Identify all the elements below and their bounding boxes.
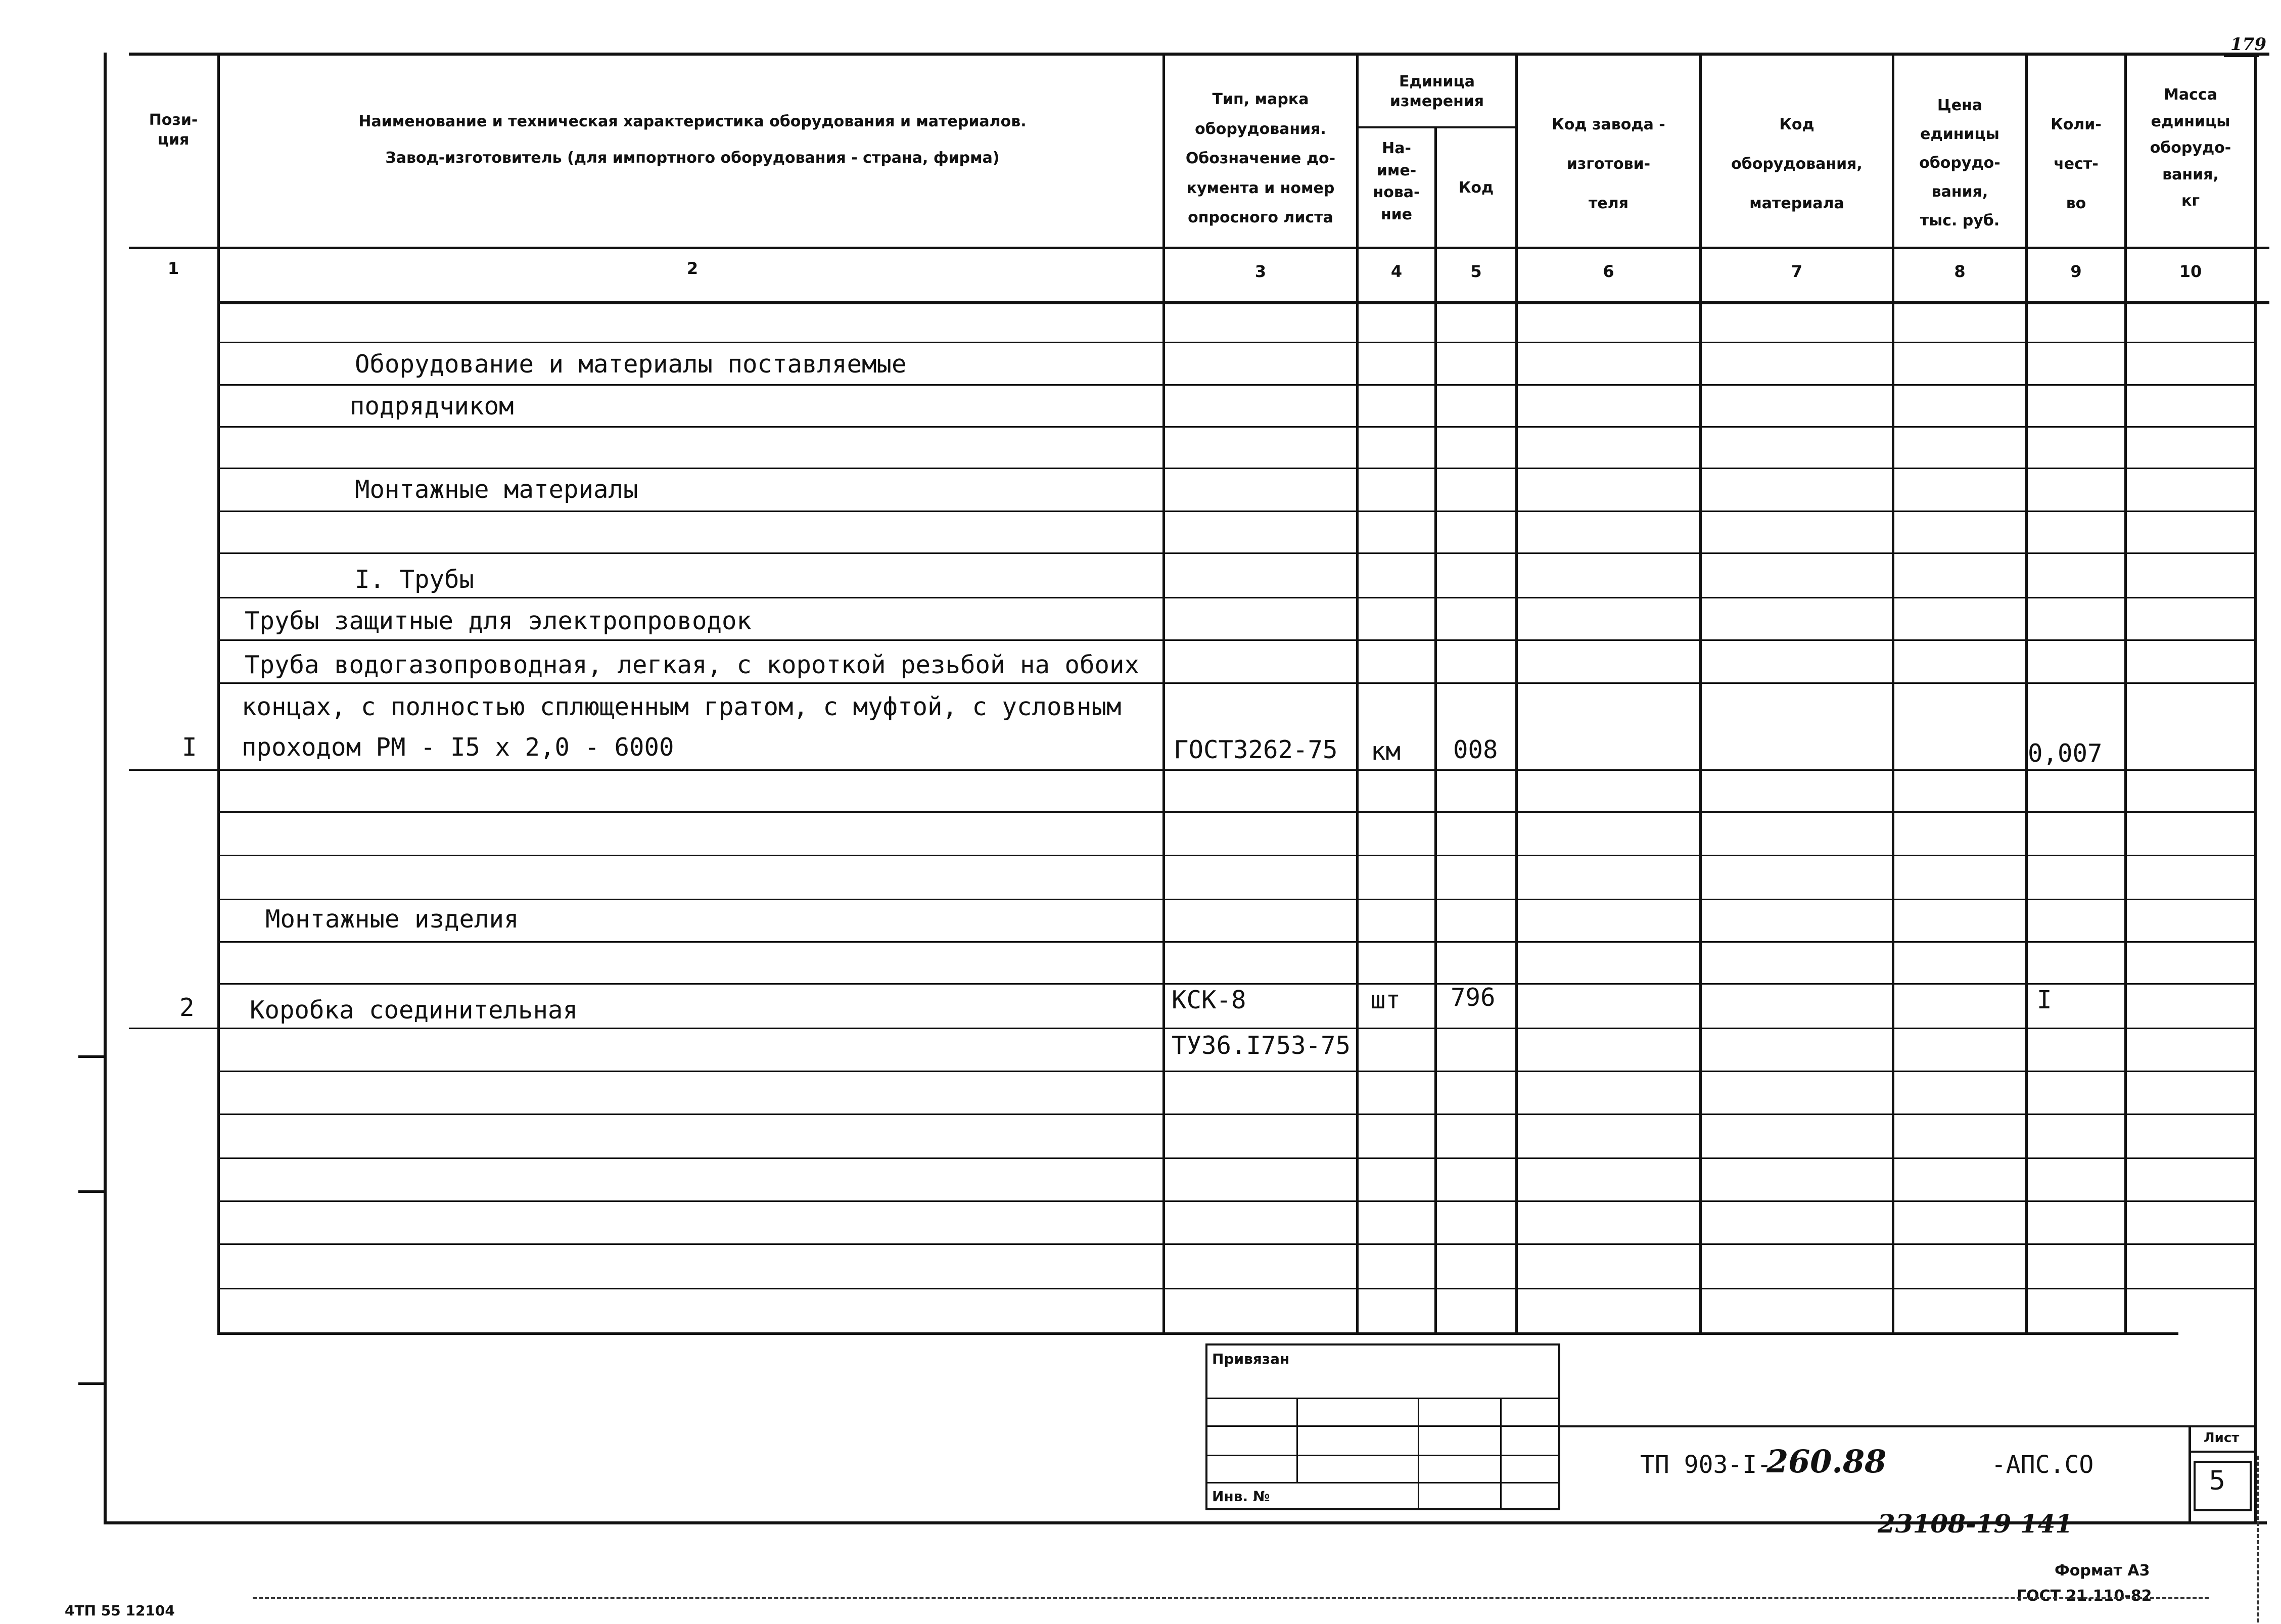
corner-page-mark: 179 (2230, 34, 2266, 55)
section-heading-mounting-products: Монтажные изделия (265, 905, 519, 934)
header-type: Тип, марка оборудования. Обозначение до- кумента и номер опросного листа (1185, 90, 1336, 226)
col-line-9 (2124, 53, 2127, 1334)
row-line (217, 1288, 2257, 1289)
stamp-line (1205, 1425, 1560, 1427)
col-line-8 (2025, 53, 2028, 1334)
row-line (217, 899, 2257, 900)
item-description: Труба водогазопроводная, легкая, с короткой резьбой на обоих (245, 651, 1140, 679)
row-line (217, 983, 2257, 985)
frame-left-edge (104, 53, 107, 1523)
stamp-line (1205, 1398, 1560, 1399)
attached-label: Привязан (1212, 1351, 1290, 1367)
document-code-handwritten: 260.88 (1766, 1443, 1887, 1480)
col-number: 1 (167, 259, 179, 278)
col-line-7 (1892, 53, 1894, 1334)
row-line (217, 342, 2257, 343)
section-heading-pipes: I. Трубы (355, 565, 475, 594)
row-line (217, 1071, 2257, 1072)
frame-header-bottom-line (129, 247, 2269, 249)
document-number: ТУ36.I753-75 (1172, 1031, 1351, 1060)
col-line-5 (1515, 53, 1518, 1334)
stamp-vline (1500, 1398, 1502, 1510)
col-number: 7 (1791, 262, 1803, 281)
header-equipment-code: Код оборудования, материала (1731, 116, 1863, 212)
row-line (217, 1113, 2257, 1115)
position-number: I (182, 733, 197, 762)
unit-group-divider (1356, 126, 1518, 128)
unit-name: км (1371, 737, 1401, 766)
header-unit-group: Единица измерения (1389, 73, 1484, 110)
row-line (129, 769, 2257, 771)
frame-right-edge (2254, 53, 2257, 1523)
unit-code: 008 (1453, 735, 1498, 764)
frame-table-bottom-line (217, 1332, 2178, 1335)
col-number: 3 (1254, 262, 1267, 281)
header-quantity: Коли- чест- во (2051, 116, 2102, 212)
document-code-prefix: ТП 903-I- (1640, 1451, 1772, 1479)
header-price: Цена единицы оборудо- вания, тыс. руб. (1919, 97, 2000, 229)
archive-code: 4ТП 55 12104 (65, 1602, 175, 1619)
sheet-label: Лист (2204, 1430, 2240, 1446)
title-block-top-line (1560, 1425, 2257, 1427)
stamp-line (1205, 1482, 1560, 1483)
quantity-value: 0,007 (2028, 739, 2103, 768)
frame-top-line (129, 53, 2269, 56)
col-line-2 (1162, 53, 1165, 1334)
row-line (217, 426, 2257, 428)
section-heading-mounting-materials: Монтажные материалы (355, 475, 638, 504)
document-number: ГОСТ3262-75 (1174, 735, 1338, 764)
item-description: Коробка соединительная (250, 996, 578, 1025)
margin-tick (78, 1190, 106, 1193)
item-description: проходом РМ - I5 х 2,0 - 6000 (242, 733, 674, 762)
stamp-line (1205, 1455, 1560, 1456)
item-group-title: Трубы защитные для электропроводок (245, 607, 752, 635)
col-number: 6 (1603, 262, 1614, 281)
row-line (217, 941, 2257, 943)
gost-label: ГОСТ 21.110-82 (2017, 1587, 2152, 1605)
row-line (217, 855, 2257, 856)
row-line (217, 639, 2257, 641)
row-line (217, 597, 2257, 598)
col-number: 10 (2179, 262, 2202, 281)
row-line (217, 511, 2257, 512)
document-code-suffix: -АПС.СО (1991, 1451, 2094, 1479)
row-line (217, 384, 2257, 386)
col-number: 4 (1390, 262, 1403, 281)
unit-code: 796 (1451, 983, 1496, 1012)
inventory-number-label: Инв. № (1212, 1488, 1270, 1505)
row-line (129, 1028, 2257, 1029)
frame-numbers-bottom-line (217, 301, 2269, 304)
col-line-1 (217, 53, 220, 1334)
sheet-box-divider (2189, 1451, 2257, 1453)
item-description: концах, с полностью сплющенным гратом, с муфтой, с условным (242, 692, 1122, 721)
corner-mark-line (2224, 56, 2259, 57)
row-line (217, 552, 2257, 554)
cut-line (253, 1597, 2209, 1599)
format-label: Формат А3 (2055, 1562, 2150, 1580)
header-mass: Масса единицы оборудо- вания, кг (2150, 86, 2231, 210)
col-number: 5 (1470, 262, 1482, 281)
margin-tick (78, 1055, 106, 1058)
sheet-number: 5 (2209, 1466, 2226, 1496)
registration-number: 23108-19 141 (1878, 1509, 2073, 1539)
header-name: Наименование и техническая характеристика оборудования и материалов. Завод-изготовитель (для импортного оборудования - страна, фирма) (358, 113, 1027, 167)
row-line (217, 811, 2257, 813)
quantity-value: I (2037, 986, 2052, 1014)
header-position: Пози- ция (149, 111, 198, 149)
stamp-vline (1296, 1398, 1298, 1483)
col-number: 9 (2070, 262, 2082, 281)
header-unit-code: Код (1458, 179, 1494, 197)
header-unit-name: На- име- нова- ние (1373, 140, 1420, 223)
row-line (217, 682, 2257, 684)
right-edge-dashes (2257, 1456, 2259, 1622)
col-line-6 (1699, 53, 1702, 1334)
col-line-4 (1434, 126, 1437, 1334)
col-number: 8 (1954, 262, 1966, 281)
stamp-vline (1418, 1398, 1419, 1510)
row-line (217, 1157, 2257, 1159)
section-heading-contractor-cont: подрядчиком (350, 392, 514, 421)
row-line (217, 468, 2257, 469)
margin-tick (78, 1382, 106, 1385)
header-factory-code: Код завода - изготови- теля (1552, 116, 1665, 212)
col-number: 2 (686, 259, 699, 278)
row-line (217, 1200, 2257, 1202)
approval-stamp-box (1205, 1343, 1560, 1510)
row-line (217, 1243, 2257, 1245)
unit-name: шт (1371, 986, 1401, 1014)
col-line-3 (1356, 53, 1359, 1334)
position-number: 2 (179, 993, 195, 1022)
section-heading-contractor: Оборудование и материалы поставляемые (355, 350, 907, 379)
type-mark: КСК-8 (1172, 986, 1246, 1014)
